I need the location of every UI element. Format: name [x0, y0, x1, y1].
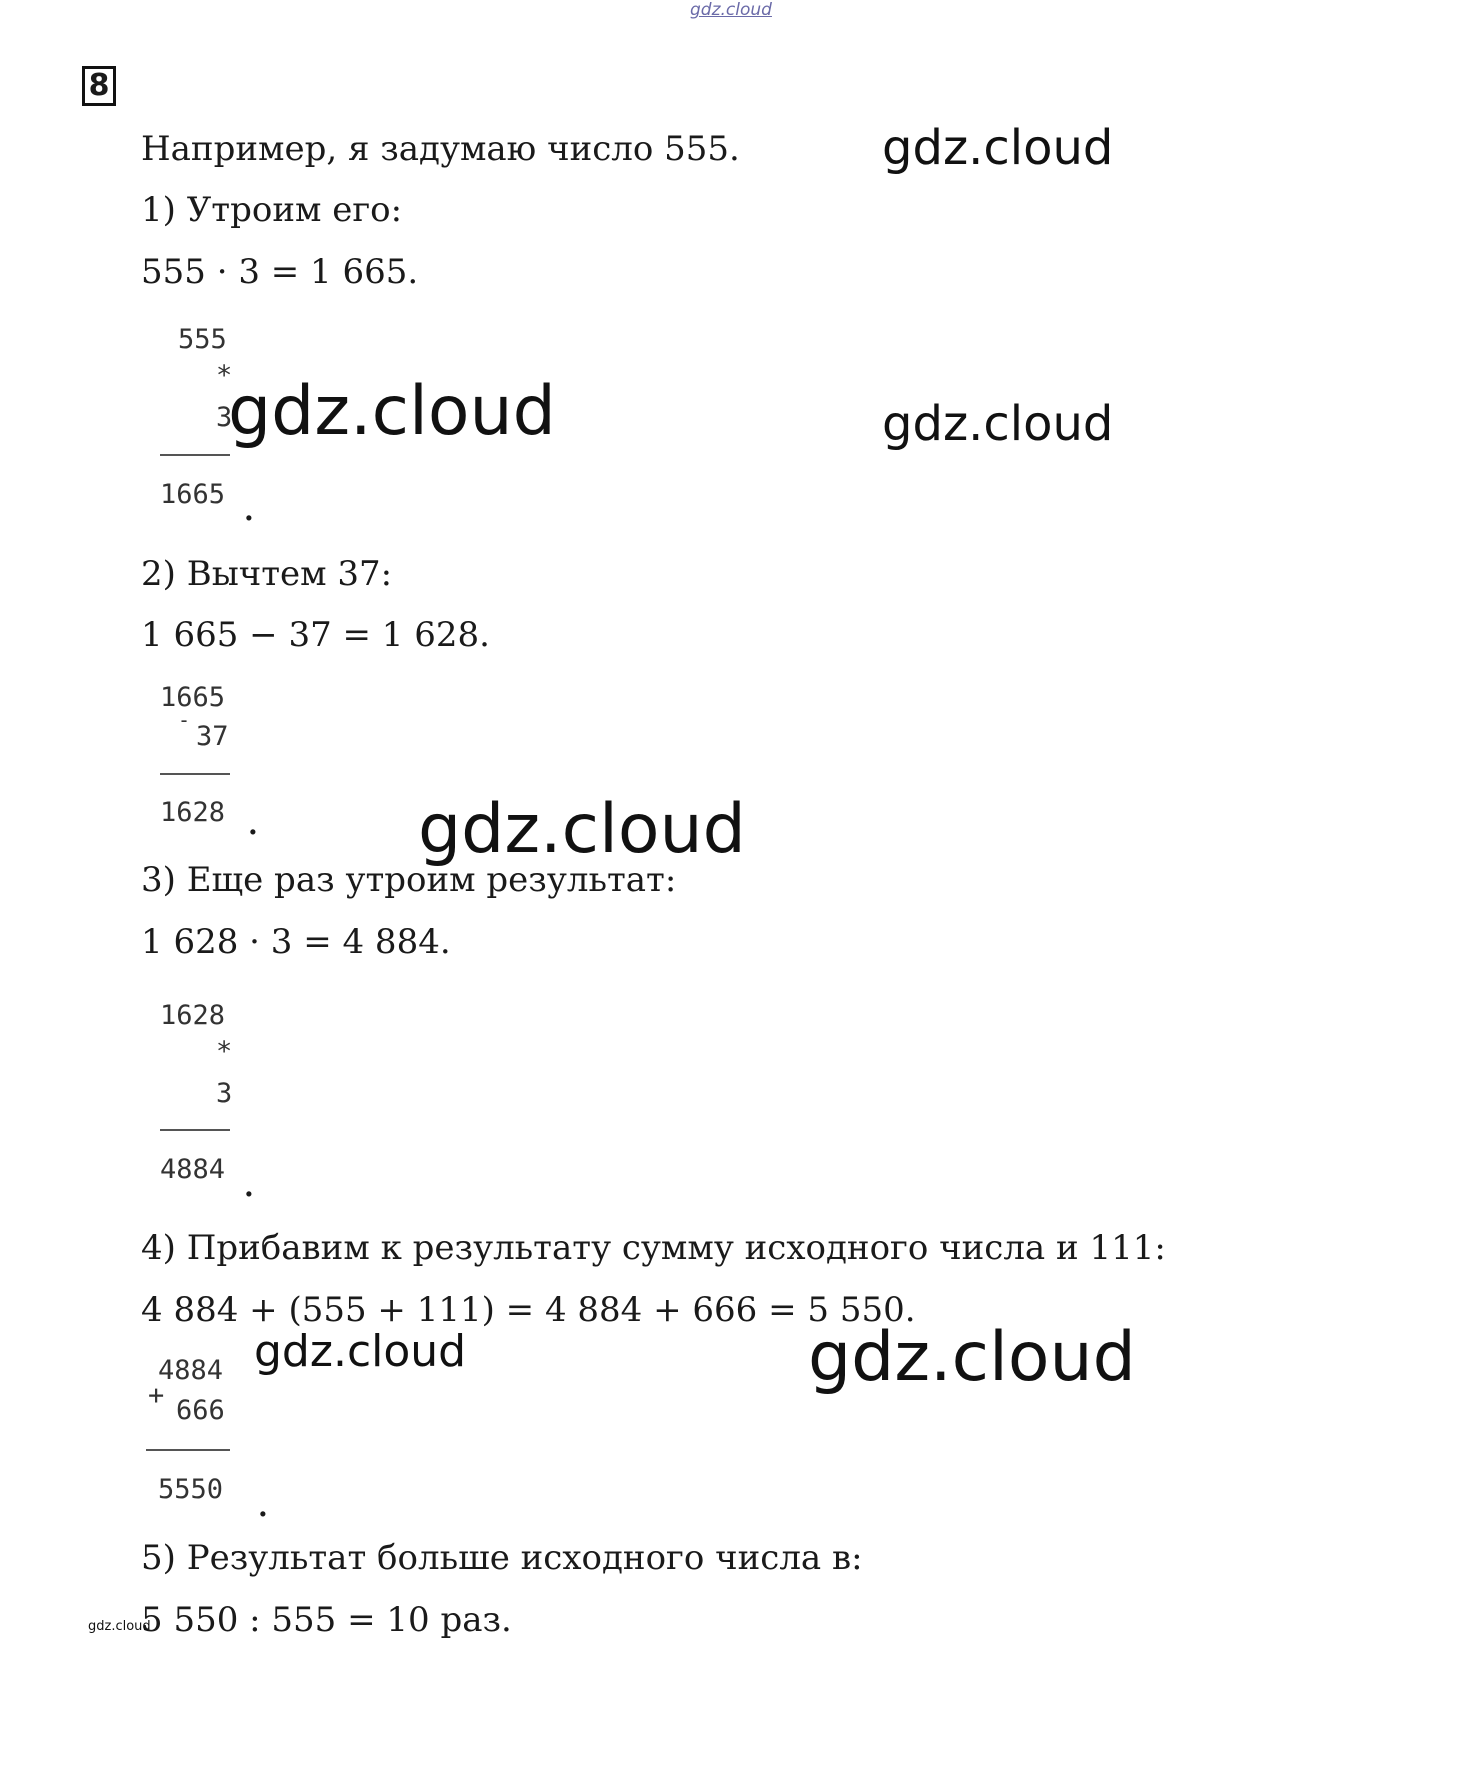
step5-title: 5) Результат больше исходного числа в: [141, 1538, 863, 1578]
column-operand-top: 1628 [160, 1000, 226, 1031]
column-end-dot: . [244, 494, 254, 527]
column-operand-top: 4884 [158, 1355, 224, 1386]
step4-title: 4) Прибавим к результату сумму исходного числа и 111: [141, 1228, 1166, 1268]
column-rule [146, 1449, 230, 1451]
column-rule [160, 773, 230, 775]
step4-expression: 4 884 + (555 + 111) = 4 884 + 666 = 5 550. [141, 1290, 916, 1330]
watermark: gdz.cloud [254, 1326, 467, 1377]
watermark-top: gdz.cloud [690, 0, 772, 20]
column-operand-bottom: 3 [216, 402, 233, 433]
column-result: 1628 [160, 797, 226, 828]
step1-expression: 555 · 3 = 1 665. [141, 252, 419, 292]
step3-title: 3) Еще раз утроим результат: [141, 860, 677, 900]
column-operator: - [178, 708, 191, 732]
problem-number: 8 [82, 66, 116, 106]
watermark: gdz.cloud [228, 372, 556, 451]
column-operand-bottom: 37 [196, 721, 229, 752]
step2-title: 2) Вычтем 37: [141, 554, 393, 594]
column-end-dot: . [248, 808, 258, 841]
column-operator: + [148, 1380, 165, 1411]
column-operand-top: 1665 [160, 682, 226, 713]
column-operand-bottom: 666 [176, 1395, 225, 1426]
watermark: gdz.cloud [418, 790, 746, 869]
watermark: gdz.cloud [882, 120, 1114, 176]
step5-expression: 5 550 : 555 = 10 раз. [141, 1600, 512, 1640]
watermark: gdz.cloud [808, 1318, 1136, 1397]
step1-title: 1) Утроим его: [141, 190, 403, 230]
column-operator: * [216, 360, 233, 391]
step3-expression: 1 628 · 3 = 4 884. [141, 922, 451, 962]
intro-line: Например, я задумаю число 555. [141, 129, 740, 169]
column-operand-bottom: 3 [216, 1078, 233, 1109]
column-end-dot: . [244, 1170, 254, 1203]
column-operand-top: 555 [178, 324, 227, 355]
watermark: gdz.cloud [882, 396, 1114, 452]
column-end-dot: . [258, 1490, 268, 1523]
step2-expression: 1 665 − 37 = 1 628. [141, 615, 490, 655]
column-result: 5550 [158, 1474, 224, 1505]
watermark-small: gdz.cloud [88, 1619, 151, 1634]
column-rule [160, 1129, 230, 1131]
column-operator: * [216, 1036, 233, 1067]
column-result: 1665 [160, 479, 226, 510]
column-result: 4884 [160, 1154, 226, 1185]
column-rule [160, 454, 230, 456]
